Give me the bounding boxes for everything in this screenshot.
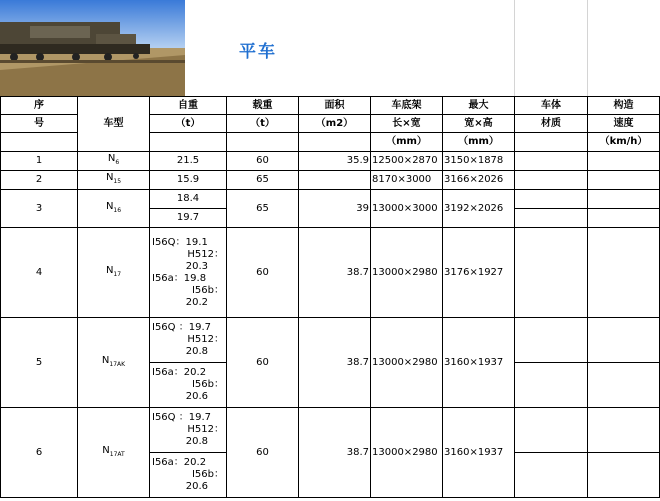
table-row	[1, 408, 660, 453]
weight-line: I56b：	[191, 469, 224, 480]
cell-frame: 8170×3000	[371, 171, 443, 190]
sheet-header-area	[0, 0, 660, 96]
weight-line: 20.6	[185, 481, 208, 492]
cell-weight	[150, 228, 227, 318]
weight-line: I56Q ：19.7	[152, 322, 211, 333]
cell-model: $N_{17AK}$	[78, 318, 150, 408]
cell-speed	[588, 152, 660, 171]
cell-speed	[588, 171, 660, 190]
flatcar-photo	[0, 0, 185, 96]
cell-weight: 15.9	[150, 171, 227, 190]
page-title: 平车	[239, 42, 277, 62]
cell-no: 6	[1, 408, 78, 498]
cell-material	[515, 152, 588, 171]
cell-load: 60	[227, 318, 299, 408]
weight-line: 20.6	[185, 391, 208, 402]
cell-model: $N_{15}$	[78, 171, 150, 190]
header-cell	[150, 133, 227, 152]
cell-material	[515, 408, 588, 453]
cell-material	[515, 209, 588, 228]
cell-area: 38.7	[299, 318, 371, 408]
cell-no: 3	[1, 190, 78, 228]
cell-area: 38.7	[299, 228, 371, 318]
weight-line: I56Q：19.1	[152, 236, 208, 248]
cell-load: 60	[227, 152, 299, 171]
header-cell: 速度	[588, 115, 660, 133]
cell-max: 3176×1927	[443, 228, 515, 318]
header-cell: （t）	[227, 115, 299, 133]
cell-weight: 19.7	[150, 209, 227, 228]
cell-no: 4	[1, 228, 78, 318]
cell-weight	[150, 318, 227, 363]
cell-area: 35.9	[299, 152, 371, 171]
header-cell: 号	[1, 115, 78, 133]
cell-max: 3150×1878	[443, 152, 515, 171]
header-cell: 自重	[150, 97, 227, 115]
table-row	[1, 152, 660, 171]
header-cell	[1, 133, 78, 152]
cell-speed	[588, 363, 660, 408]
header-cell: 面积	[299, 97, 371, 115]
cell-frame: 12500×2870	[371, 152, 443, 171]
cell-frame: 13000×3000	[371, 190, 443, 228]
cell-no: 2	[1, 171, 78, 190]
cell-frame: 13000×2980	[371, 318, 443, 408]
weight-line: H512：	[187, 248, 224, 260]
cell-max: 3192×2026	[443, 190, 515, 228]
header-cell: 材质	[515, 115, 588, 133]
weight-line: I56a：20.2	[152, 367, 207, 378]
cell-weight	[150, 408, 227, 453]
header-cell	[227, 133, 299, 152]
cell-area	[299, 171, 371, 190]
header-cell	[515, 133, 588, 152]
header-cell: （km/h）	[588, 133, 660, 152]
weight-line: H512：	[187, 424, 224, 435]
header-cell: （m2）	[299, 115, 371, 133]
cell-max: 3166×2026	[443, 171, 515, 190]
weight-line: 20.3	[185, 260, 208, 272]
cell-no: 1	[1, 152, 78, 171]
cell-area: 39	[299, 190, 371, 228]
cell-load: 65	[227, 171, 299, 190]
weight-line: I56a：20.2	[152, 457, 207, 468]
cell-speed	[588, 190, 660, 209]
flatcar-table	[0, 96, 660, 498]
weight-line: I56b：	[191, 379, 224, 390]
cell-weight: 18.4	[150, 190, 227, 209]
cell-weight: 21.5	[150, 152, 227, 171]
cell-material	[515, 228, 588, 318]
header-cell: （mm）	[371, 133, 443, 152]
cell-speed	[588, 228, 660, 318]
weight-line: 20.8	[185, 436, 208, 447]
header-cell: 构造	[588, 97, 660, 115]
weight-line: I56a：19.8	[152, 272, 207, 284]
cell-no: 5	[1, 318, 78, 408]
table-row	[1, 318, 660, 363]
header-cell: 长×宽	[371, 115, 443, 133]
cell-frame: 13000×2980	[371, 228, 443, 318]
cell-area: 38.7	[299, 408, 371, 498]
weight-line: H512：	[187, 334, 224, 345]
weight-line: I56b：	[191, 284, 224, 296]
header-cell	[299, 133, 371, 152]
cell-speed	[588, 318, 660, 363]
weight-line: 20.2	[185, 296, 208, 308]
cell-speed	[588, 453, 660, 498]
table-row	[1, 190, 660, 209]
cell-max: 3160×1937	[443, 408, 515, 498]
cell-load: 60	[227, 228, 299, 318]
table-row	[1, 228, 660, 318]
grid-line	[514, 0, 515, 96]
cell-material	[515, 363, 588, 408]
cell-weight	[150, 453, 227, 498]
cell-speed	[588, 209, 660, 228]
header-cell: 车体	[515, 97, 588, 115]
header-row-1	[1, 97, 660, 115]
cell-material	[515, 453, 588, 498]
grid-line	[587, 0, 588, 96]
header-cell: 宽×高	[443, 115, 515, 133]
cell-frame: 13000×2980	[371, 408, 443, 498]
header-cell: （t）	[150, 115, 227, 133]
cell-model: $N_6$	[78, 152, 150, 171]
weight-line: I56Q ：19.7	[152, 412, 211, 423]
cell-material	[515, 171, 588, 190]
cell-load: 65	[227, 190, 299, 228]
header-cell: （mm）	[443, 133, 515, 152]
header-cell: 载重	[227, 97, 299, 115]
cell-model: $N_{17}$	[78, 228, 150, 318]
cell-max: 3160×1937	[443, 318, 515, 408]
cell-model: $N_{17AT}$	[78, 408, 150, 498]
header-cell: 车底架	[371, 97, 443, 115]
cell-speed	[588, 408, 660, 453]
cell-weight	[150, 363, 227, 408]
cell-model: $N_{16}$	[78, 190, 150, 228]
cell-load: 60	[227, 408, 299, 498]
cell-material	[515, 190, 588, 209]
header-cell: 最大	[443, 97, 515, 115]
header-model: 车型	[78, 97, 150, 152]
header-cell: 序	[1, 97, 78, 115]
table-row	[1, 171, 660, 190]
cell-material	[515, 318, 588, 363]
weight-line: 20.8	[185, 346, 208, 357]
